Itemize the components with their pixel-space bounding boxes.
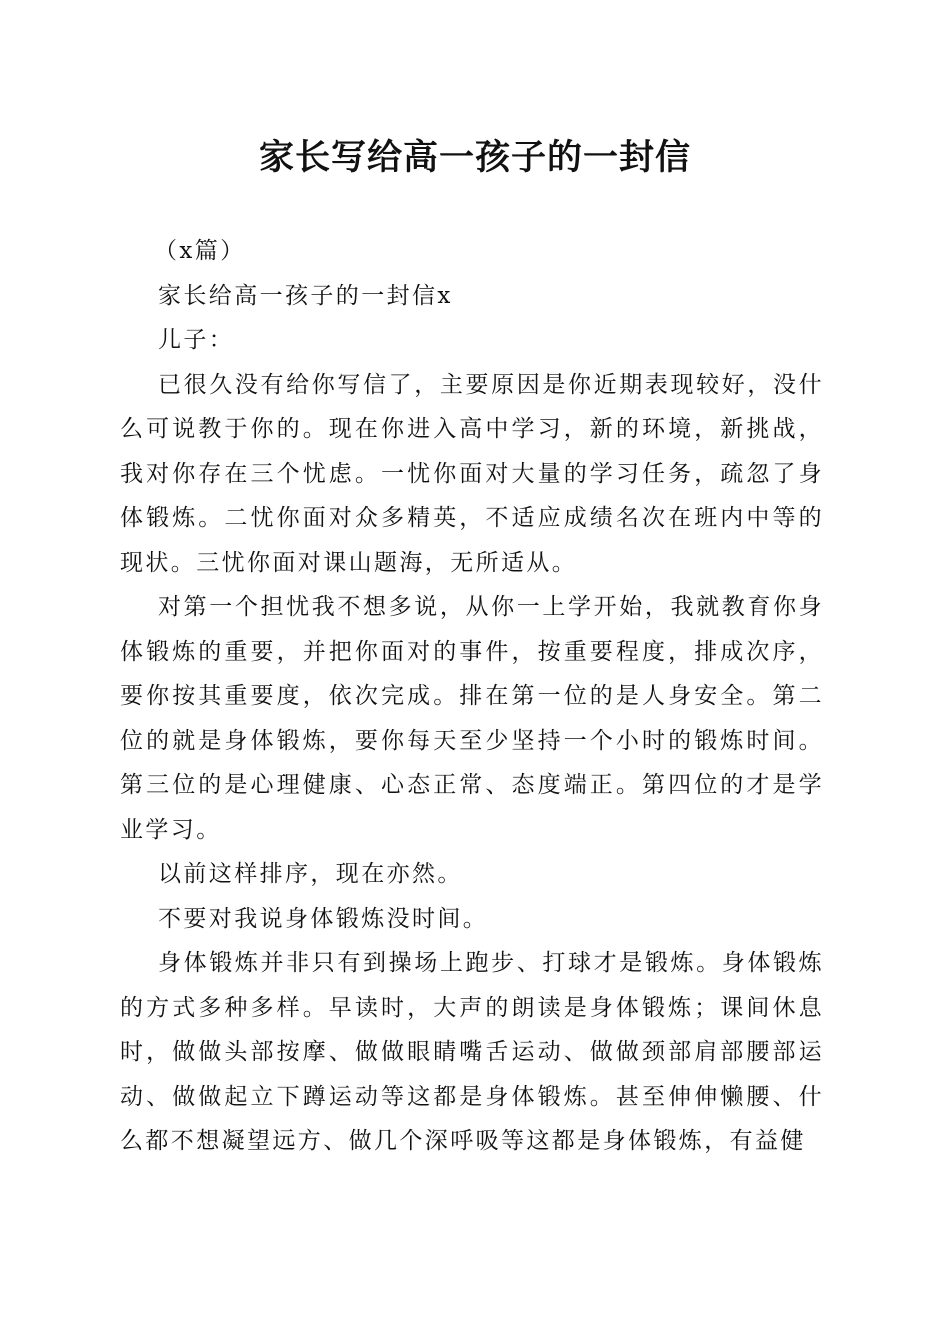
paragraph: 不要对我说身体锻炼没时间。 [158,905,489,932]
paragraph: 已很久没有给你写信了，主要原因是你近期表现较好，没什么可说教于你的。现在你进入高中学习，新的环境，新挑战，我对你存在三个忧虑。一忧你面对大量的学习任务，疏忽了身体锻炼。二忧你面对众多精英，不适应成绩名次在班内中等的现状。三忧你面对课山题海，无所适从。 [120,371,824,576]
paragraph-heading: 家长给高一孩子的一封信x [158,282,453,309]
paragraph: 以前这样排序，现在亦然。 [158,861,463,887]
paragraph: 对第一个担忧我不想多说，从你一上学开始，我就教育你身体锻炼的重要，并把你面对的事件，按重要程度，排成次序，要你按其重要度，依次完成。排在第一位的是人身安全。第二位的就是身体锻炼，要你每天至少坚持一个小时的锻炼时间。第三位的是心理健康、心态正常、态度端正。第四位的才是学业学习。 [120,594,824,843]
document-title: 家长写给高一孩子的一封信 [258,137,691,178]
paragraph-salutation: 儿子： [158,327,235,353]
paragraph: 身体锻炼并非只有到操场上跑步、打球才是锻炼。身体锻炼的方式多种多样。早读时，大声的朗读是身体锻炼；课间休息时，做做头部按摩、做做眼睛嘴舌运动、做做颈部肩部腰部运动、做做起立下蹲运动等这都是身体锻炼。甚至伸伸懒腰、什么都不想凝望远方、做几个深呼吸等这都是身体锻炼，有益健 [120,950,824,1154]
paragraph-volume: （x篇） [154,238,246,264]
document-body [120,229,824,1164]
